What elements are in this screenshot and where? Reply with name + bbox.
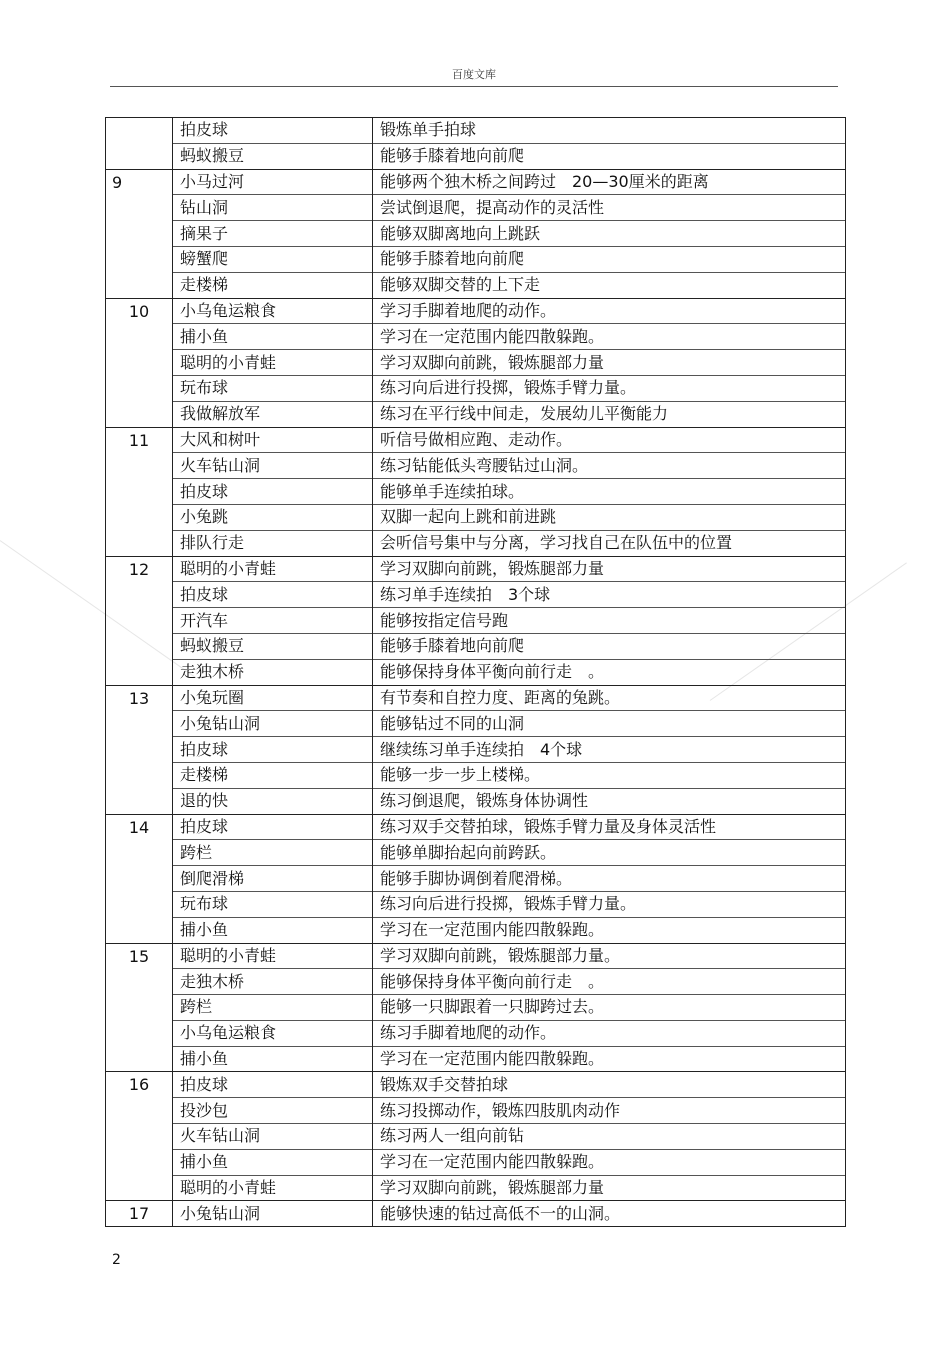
activity-name: 小乌龟运粮食 [173, 298, 373, 324]
table-row [106, 143, 846, 169]
table-row [106, 246, 846, 272]
table-row [106, 1201, 846, 1227]
table-row [106, 582, 846, 608]
activity-goal: 能够双脚交替的上下走 [373, 272, 846, 298]
activity-goal: 能够手膝着地向前爬 [373, 246, 846, 272]
activity-name: 捕小鱼 [173, 1046, 373, 1072]
activity-goal: 学习在一定范围内能四散躲跑。 [373, 1149, 846, 1175]
table-row [106, 995, 846, 1021]
week-number-cell [106, 943, 173, 1072]
activity-name: 摘果子 [173, 221, 373, 247]
activity-name: 小马过河 [173, 169, 373, 195]
activity-name: 拍皮球 [173, 1072, 373, 1098]
week-number: 11 [128, 430, 150, 450]
activity-goal: 锻炼双手交替拍球 [373, 1072, 846, 1098]
activity-name: 蚂蚁搬豆 [173, 633, 373, 659]
activity-goal: 能够保持身体平衡向前行走 。 [373, 969, 846, 995]
activity-goal: 练习两人一组向前钻 [373, 1124, 846, 1150]
table-row [106, 685, 846, 711]
activity-name: 我做解放军 [173, 401, 373, 427]
table-row [106, 969, 846, 995]
activity-goal: 能够快速的钻过高低不一的山洞。 [373, 1201, 846, 1227]
activity-goal: 能够钻过不同的山洞 [373, 711, 846, 737]
week-number-cell [106, 1201, 173, 1227]
table-row [106, 762, 846, 788]
table-row [106, 530, 846, 556]
activity-name: 捕小鱼 [173, 324, 373, 350]
activity-name: 螃蟹爬 [173, 246, 373, 272]
week-number: 15 [128, 946, 150, 966]
activity-goal: 练习投掷动作，锻炼四肢肌肉动作 [373, 1098, 846, 1124]
week-number-cell [106, 685, 173, 814]
table-row [106, 1046, 846, 1072]
table-row [106, 1124, 846, 1150]
table-row [106, 401, 846, 427]
table-row [106, 556, 846, 582]
activity-goal: 能够一只脚跟着一只脚跨过去。 [373, 995, 846, 1021]
activity-goal: 练习在平行线中间走，发展幼儿平衡能力 [373, 401, 846, 427]
table-row [106, 427, 846, 453]
table-row [106, 608, 846, 634]
table-row [106, 633, 846, 659]
table-row [106, 169, 846, 195]
week-number-cell [106, 427, 173, 556]
activity-goal: 学习双脚向前跳，锻炼腿部力量 [373, 556, 846, 582]
table-row [106, 659, 846, 685]
activity-name: 倒爬滑梯 [173, 866, 373, 892]
week-number: 17 [128, 1204, 150, 1224]
activity-goal: 能够手膝着地向前爬 [373, 143, 846, 169]
activity-goal: 练习单手连续拍 3个球 [373, 582, 846, 608]
activity-name: 蚂蚁搬豆 [173, 143, 373, 169]
table-row [106, 350, 846, 376]
week-number: 13 [128, 688, 150, 708]
activity-name: 小兔玩圈 [173, 685, 373, 711]
activity-name: 跨栏 [173, 840, 373, 866]
activity-name: 走独木桥 [173, 969, 373, 995]
activity-name: 聪明的小青蛙 [173, 943, 373, 969]
week-number-cell [106, 118, 173, 170]
week-number: 14 [128, 817, 150, 837]
table-row [106, 814, 846, 840]
activity-name: 走楼梯 [173, 272, 373, 298]
activity-name: 走独木桥 [173, 659, 373, 685]
table-row [106, 788, 846, 814]
activity-name: 排队行走 [173, 530, 373, 556]
table-row [106, 891, 846, 917]
activity-goal: 能够一步一步上楼梯。 [373, 762, 846, 788]
activity-goal: 学习在一定范围内能四散躲跑。 [373, 324, 846, 350]
activity-name: 退的快 [173, 788, 373, 814]
header-divider [110, 86, 838, 87]
activity-goal: 尝试倒退爬，提高动作的灵活性 [373, 195, 846, 221]
table-row [106, 1175, 846, 1201]
activity-name: 聪明的小青蛙 [173, 350, 373, 376]
activity-name: 小兔钻山洞 [173, 711, 373, 737]
activity-goal: 能够保持身体平衡向前行走 。 [373, 659, 846, 685]
activity-name: 火车钻山洞 [173, 453, 373, 479]
activity-name: 拍皮球 [173, 582, 373, 608]
activity-name: 拍皮球 [173, 118, 373, 144]
activity-goal: 学习在一定范围内能四散躲跑。 [373, 1046, 846, 1072]
table-row [106, 272, 846, 298]
table-row [106, 1072, 846, 1098]
activity-name: 开汽车 [173, 608, 373, 634]
table-row [106, 221, 846, 247]
activity-goal: 锻炼单手拍球 [373, 118, 846, 144]
activity-name: 捕小鱼 [173, 917, 373, 943]
table-row [106, 1149, 846, 1175]
week-number-cell [106, 169, 173, 298]
activity-goal: 能够手脚协调倒着爬滑梯。 [373, 866, 846, 892]
activity-name: 拍皮球 [173, 814, 373, 840]
activity-name: 拍皮球 [173, 737, 373, 763]
activity-name: 捕小鱼 [173, 1149, 373, 1175]
activity-goal: 学习双脚向前跳，锻炼腿部力量 [373, 350, 846, 376]
activity-goal: 练习向后进行投掷，锻炼手臂力量。 [373, 891, 846, 917]
page-header-title: 百度文库 [452, 68, 496, 81]
page-number: 2 [112, 1252, 121, 1268]
activity-goal: 学习双脚向前跳，锻炼腿部力量。 [373, 943, 846, 969]
table-row [106, 504, 846, 530]
table-row [106, 917, 846, 943]
week-number: 9 [112, 172, 123, 192]
table-row [106, 1020, 846, 1046]
table-row [106, 479, 846, 505]
activity-name: 玩布球 [173, 375, 373, 401]
table-row [106, 118, 846, 144]
table-row [106, 866, 846, 892]
activity-goal: 能够手膝着地向前爬 [373, 633, 846, 659]
table-row [106, 1098, 846, 1124]
activity-name: 小兔跳 [173, 504, 373, 530]
table-row [106, 195, 846, 221]
table-row [106, 711, 846, 737]
table-row [106, 453, 846, 479]
activity-name: 聪明的小青蛙 [173, 556, 373, 582]
activity-name: 小乌龟运粮食 [173, 1020, 373, 1046]
activity-name: 投沙包 [173, 1098, 373, 1124]
activity-goal: 能够按指定信号跑 [373, 608, 846, 634]
table-row [106, 943, 846, 969]
week-number: 16 [128, 1075, 150, 1095]
activity-name: 玩布球 [173, 891, 373, 917]
activity-goal: 能够单手连续拍球。 [373, 479, 846, 505]
activity-goal: 练习倒退爬，锻炼身体协调性 [373, 788, 846, 814]
activity-name: 小兔钻山洞 [173, 1201, 373, 1227]
week-number: 10 [128, 301, 150, 321]
activity-goal: 练习双手交替拍球，锻炼手臂力量及身体灵活性 [373, 814, 846, 840]
activity-goal: 学习在一定范围内能四散躲跑。 [373, 917, 846, 943]
activity-goal: 练习手脚着地爬的动作。 [373, 1020, 846, 1046]
activity-goal: 能够双脚离地向上跳跃 [373, 221, 846, 247]
activity-goal: 继续练习单手连续拍 4个球 [373, 737, 846, 763]
activity-name: 拍皮球 [173, 479, 373, 505]
activity-name: 跨栏 [173, 995, 373, 1021]
table-row [106, 840, 846, 866]
week-number: 12 [128, 559, 150, 579]
activity-goal: 会听信号集中与分离，学习找自己在队伍中的位置 [373, 530, 846, 556]
table-row [106, 324, 846, 350]
activity-goal: 有节奏和自控力度、距离的兔跳。 [373, 685, 846, 711]
activity-goal: 练习向后进行投掷，锻炼手臂力量。 [373, 375, 846, 401]
activity-plan-table [105, 117, 846, 1227]
table-row [106, 298, 846, 324]
activity-goal: 能够两个独木桥之间跨过 20—30厘米的距离 [373, 169, 846, 195]
activity-goal: 能够单脚抬起向前跨跃。 [373, 840, 846, 866]
week-number-cell [106, 1072, 173, 1201]
activity-name: 聪明的小青蛙 [173, 1175, 373, 1201]
activity-name: 走楼梯 [173, 762, 373, 788]
activity-name: 大风和树叶 [173, 427, 373, 453]
activity-goal: 学习双脚向前跳，锻炼腿部力量 [373, 1175, 846, 1201]
week-number-cell [106, 298, 173, 427]
activity-goal: 练习钻能低头弯腰钻过山洞。 [373, 453, 846, 479]
activity-goal: 双脚一起向上跳和前进跳 [373, 504, 846, 530]
week-number-cell [106, 556, 173, 685]
activity-name: 火车钻山洞 [173, 1124, 373, 1150]
table-row [106, 375, 846, 401]
week-number-cell [106, 814, 173, 943]
activity-goal: 听信号做相应跑、走动作。 [373, 427, 846, 453]
activity-goal: 学习手脚着地爬的动作。 [373, 298, 846, 324]
activity-name: 钻山洞 [173, 195, 373, 221]
table-row [106, 737, 846, 763]
